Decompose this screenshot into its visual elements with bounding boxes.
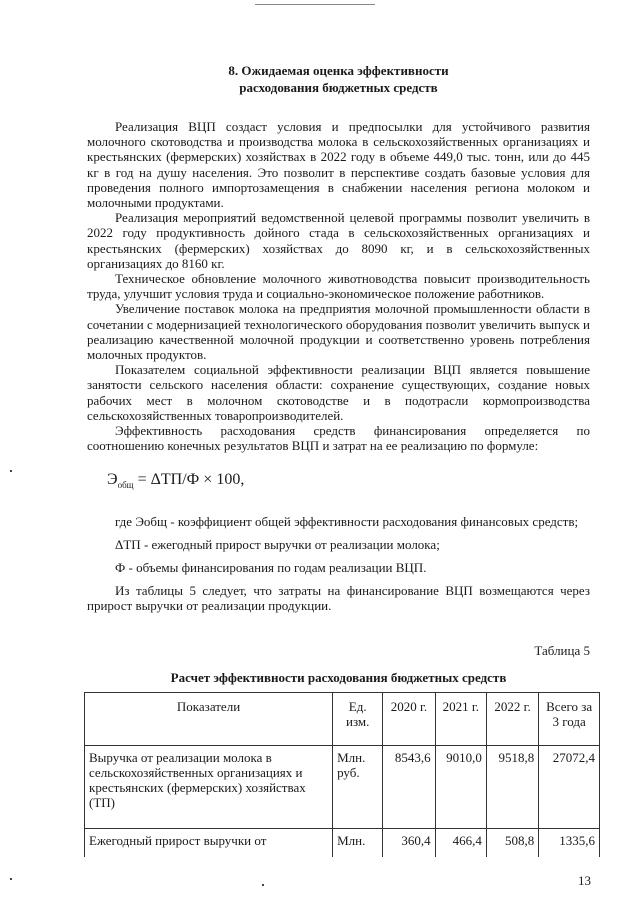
definition-efficiency: где Эобщ - коэффициент общей эффективности расходования финансовых средств;	[115, 513, 579, 529]
cell-2021: 9010,0	[435, 745, 486, 828]
cell-2022: 9518,8	[486, 745, 538, 828]
cell-total: 27072,4	[539, 745, 600, 828]
cell-unit: Млн.	[333, 828, 383, 857]
table-title: Расчет эффективности расходования бюджетных средств	[170, 669, 507, 685]
formula-subscript: общ	[117, 480, 134, 491]
paragraph-6: Эффективность расходования средств финансирования определяется по соотношению конечных результатов ВЦП и затрат на ее реализацию по формуле:	[87, 423, 590, 454]
table-label: Таблица 5	[534, 642, 590, 658]
section-title-line-2: расходования бюджетных средств	[239, 80, 438, 95]
paragraph-4: Увеличение поставок молока на предприятия молочной промышленности области в сочетании с модернизацией технологического оборудования позволит увеличить выпуск и реализацию качественной молочной продукции и соответственно уровень потребления молочных продуктов.	[87, 301, 590, 363]
header-2021: 2021 г.	[435, 692, 486, 745]
cell-2020: 8543,6	[383, 745, 435, 828]
scan-mark	[10, 470, 12, 472]
efficiency-formula	[107, 469, 590, 496]
cell-2021: 466,4	[435, 828, 486, 857]
header-unit: Ед. изм.	[333, 692, 383, 745]
cell-2020: 360,4	[383, 828, 435, 857]
cell-indicator: Ежегодный прирост выручки от	[85, 828, 333, 857]
scan-mark	[262, 884, 264, 886]
formula-rhs: = ΔТП/Ф × 100,	[137, 471, 245, 489]
cell-total: 1335,6	[539, 828, 600, 857]
formula-lhs: Э	[107, 471, 118, 489]
cell-indicator: Выручка от реализации молока в сельскохозяйственных организациях и крестьянских (фермерских) хозяйствах (ТП)	[85, 745, 333, 828]
definition-financing: Ф - объемы финансирования по годам реализации ВЦП.	[115, 560, 427, 576]
paragraph-3: Техническое обновление молочного животноводства повысит производительность труда, улучшит условия труда и социально-экономическое положение работников.	[87, 271, 590, 302]
cell-2022: 508,8	[486, 828, 538, 857]
header-indicators: Показатели	[85, 692, 333, 745]
section-title-line-1: 8. Ожидаемая оценка эффективности	[228, 63, 449, 78]
table-header-row	[85, 692, 600, 745]
table-row	[85, 828, 600, 857]
efficiency-table	[84, 692, 600, 857]
section-title	[87, 62, 590, 96]
header-total: Всего за 3 года	[539, 692, 600, 745]
document-page	[87, 62, 595, 857]
scan-mark	[10, 878, 12, 880]
top-rule	[255, 4, 375, 5]
paragraph-5: Показателем социальной эффективности реализации ВЦП является повышение занятости сельского населения области: сохранение существующих, создание новых рабочих мест в молочном скотоводстве и в подотрасли кормопроизводства сельскохозяйственных товаропроизводителей.	[87, 362, 590, 423]
header-2022: 2022 г.	[486, 692, 538, 745]
table-row	[85, 745, 600, 828]
paragraph-1: Реализация ВЦП создаст условия и предпосылки для устойчивого развития молочного скотоводства и производства молока в сельскохозяйственных организациях и крестьянских (фермерских) хозяйствах в 2022 году в объеме 449,0 тыс. тонн, или до 445 кг в год на душу населения. Это позволит в перспективе создать базовые условия для проведения полного импортозамещения в снабжении населения региона молоком и молочными продуктами.	[87, 119, 590, 211]
header-2020: 2020 г.	[383, 692, 435, 745]
conclusion-paragraph: Из таблицы 5 следует, что затраты на финансирование ВЦП возмещаются через прирост выручки от реализации продукции.	[87, 583, 590, 614]
definition-revenue-growth: ΔТП - ежегодный прирост выручки от реализации молока;	[115, 536, 440, 552]
paragraph-2: Реализация мероприятий ведомственной целевой программы позволит увеличить в 2022 году продуктивность дойного стада в сельскохозяйственных организациях и крестьянских (фермерских) хозяйствах до 8090 кг, и в сельскохозяйственных организациях до 8160 кг.	[87, 210, 590, 271]
cell-unit: Млн. руб.	[333, 745, 383, 828]
page-number: 13	[578, 873, 591, 888]
